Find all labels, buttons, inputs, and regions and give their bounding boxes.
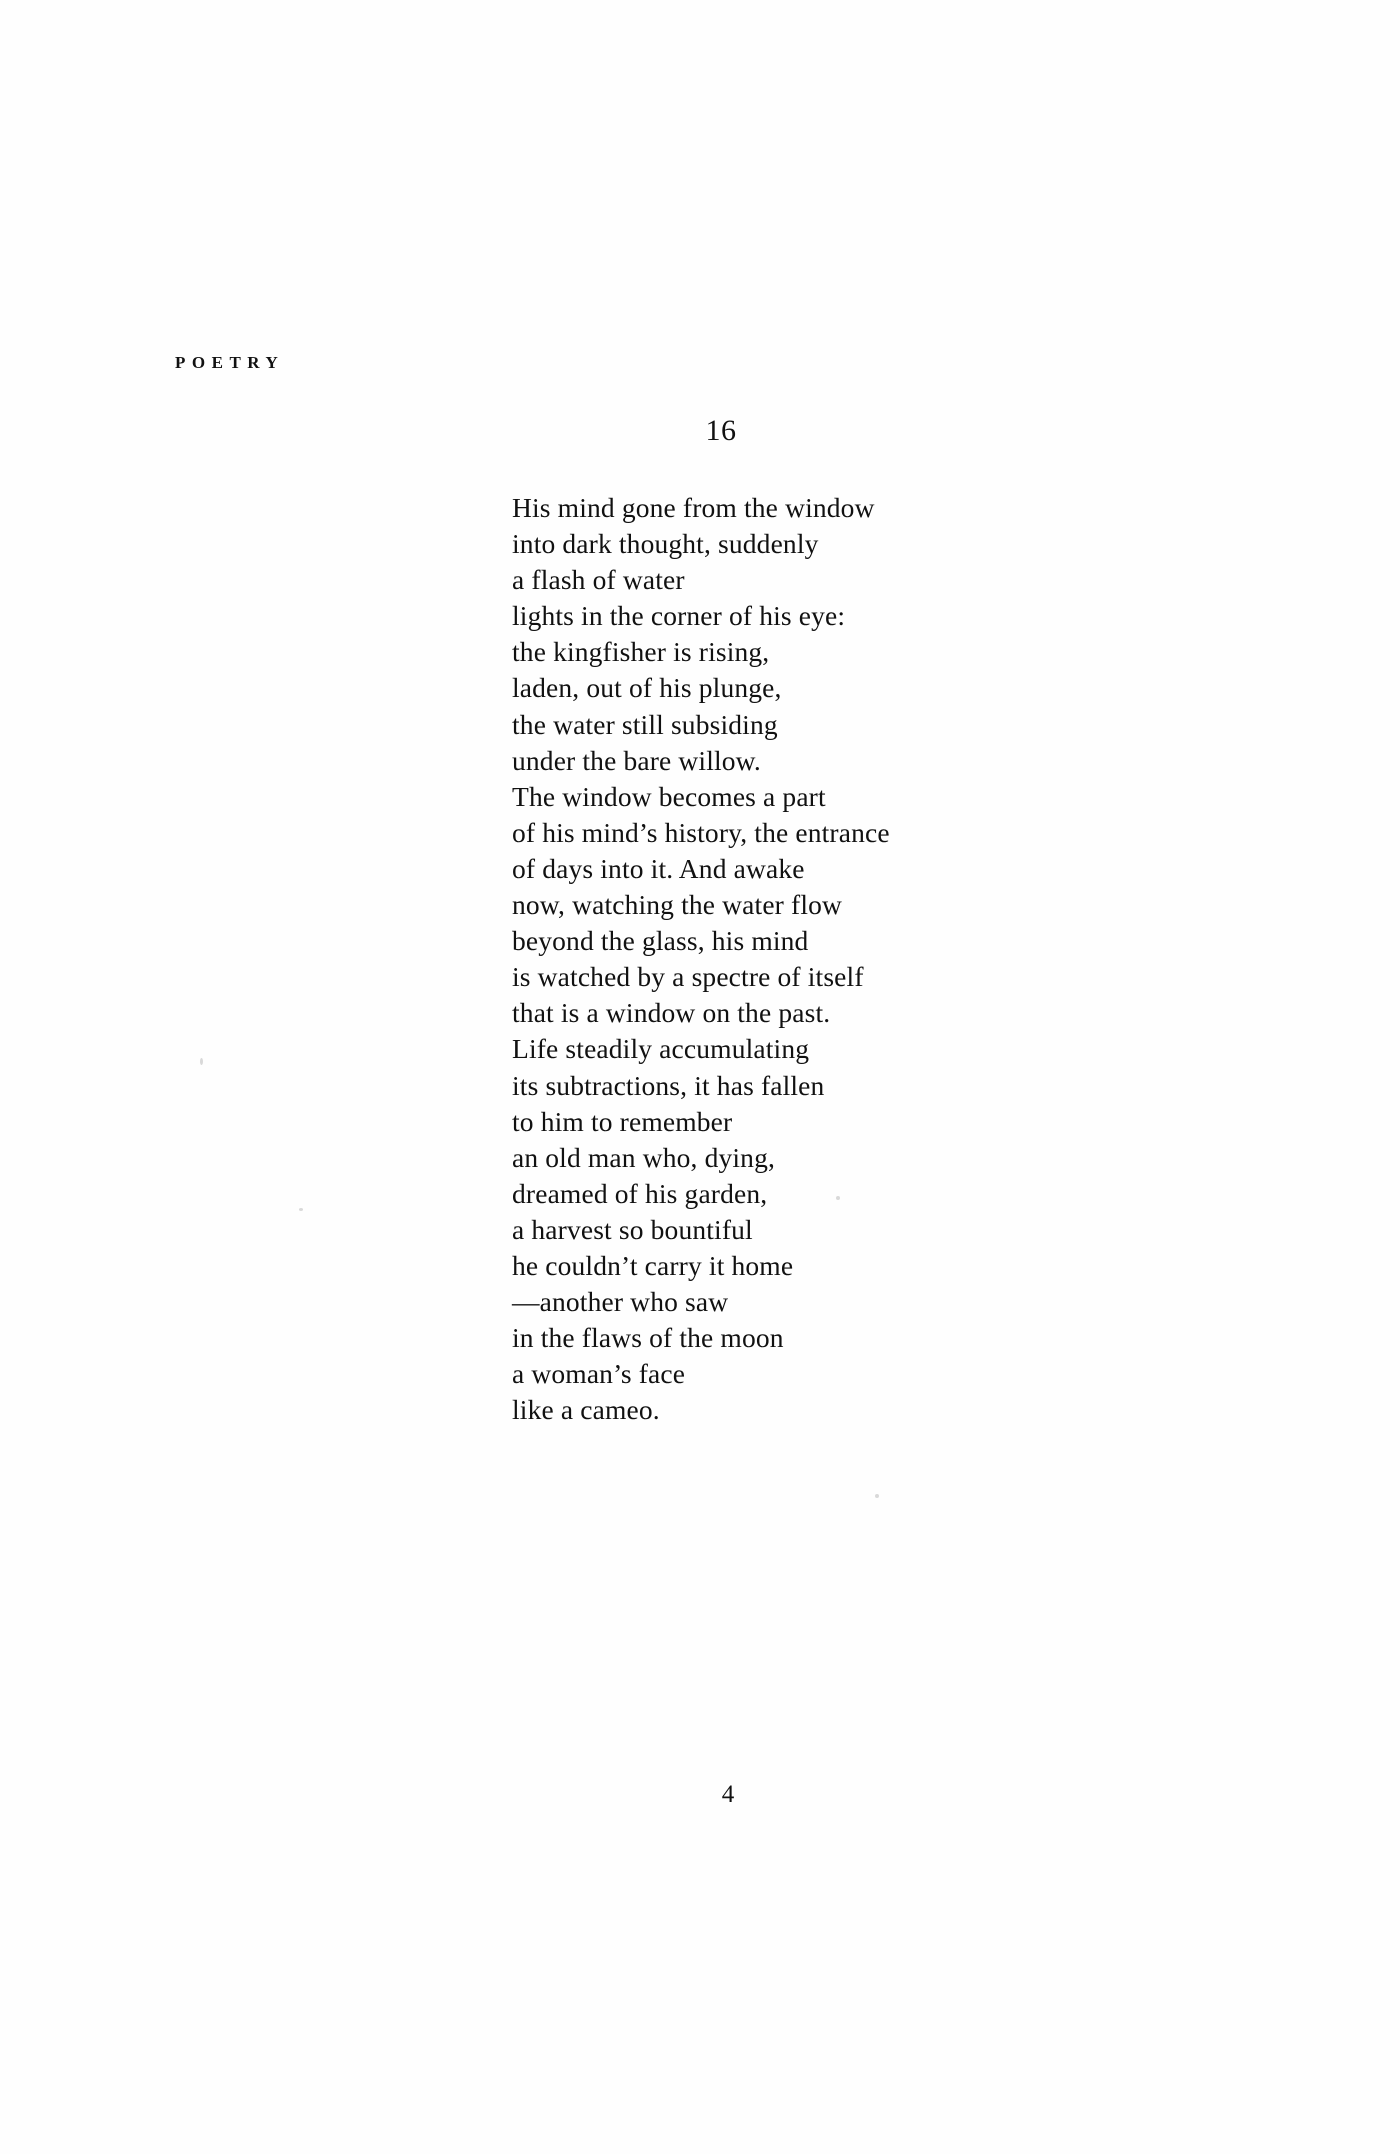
poem-line: under the bare willow.	[512, 744, 761, 776]
scan-speck	[875, 1494, 879, 1498]
poem-line: a woman’s face	[512, 1358, 686, 1390]
poem-line: dreamed of his garden,	[512, 1177, 768, 1209]
poem-line: is watched by a spectre of itself	[512, 961, 864, 993]
poem-line: to him to remember	[512, 1105, 733, 1137]
scan-speck	[836, 1196, 840, 1200]
poem-line: the kingfisher is rising,	[512, 636, 770, 668]
poem-line: in the flaws of the moon	[512, 1322, 784, 1354]
poem-line: like a cameo.	[512, 1394, 660, 1426]
poem-line: its subtractions, it has fallen	[512, 1069, 825, 1101]
poem-line: now, watching the water flow	[512, 889, 843, 921]
poem-line: he couldn’t carry it home	[512, 1249, 794, 1281]
poem-line: lights in the corner of his eye:	[512, 600, 846, 632]
running-head: POETRY	[175, 353, 285, 372]
poem-line: that is a window on the past.	[512, 997, 831, 1029]
poem-line: a flash of water	[512, 564, 685, 596]
scan-speck	[200, 1058, 203, 1065]
poem-number: 16	[705, 414, 737, 447]
poem-line: The window becomes a part	[512, 780, 826, 812]
poem-line: Life steadily accumulating	[512, 1033, 810, 1065]
poem-line: a harvest so bountiful	[512, 1213, 753, 1245]
poem-line: laden, out of his plunge,	[512, 672, 782, 704]
scan-speck	[299, 1208, 303, 1211]
poem-line: His mind gone from the window	[512, 492, 875, 523]
poem-line: an old man who, dying,	[512, 1141, 775, 1173]
poem-line: beyond the glass, his mind	[512, 925, 809, 957]
poem-line: into dark thought, suddenly	[512, 528, 819, 560]
poem-line: of days into it. And awake	[512, 852, 805, 884]
poem-body	[512, 490, 1032, 1428]
poem-line: of his mind’s history, the entrance	[512, 816, 890, 848]
poem-line: the water still subsiding	[512, 708, 778, 740]
page-folio: 4	[721, 1781, 735, 1808]
poem-line: —another who saw	[512, 1286, 729, 1318]
